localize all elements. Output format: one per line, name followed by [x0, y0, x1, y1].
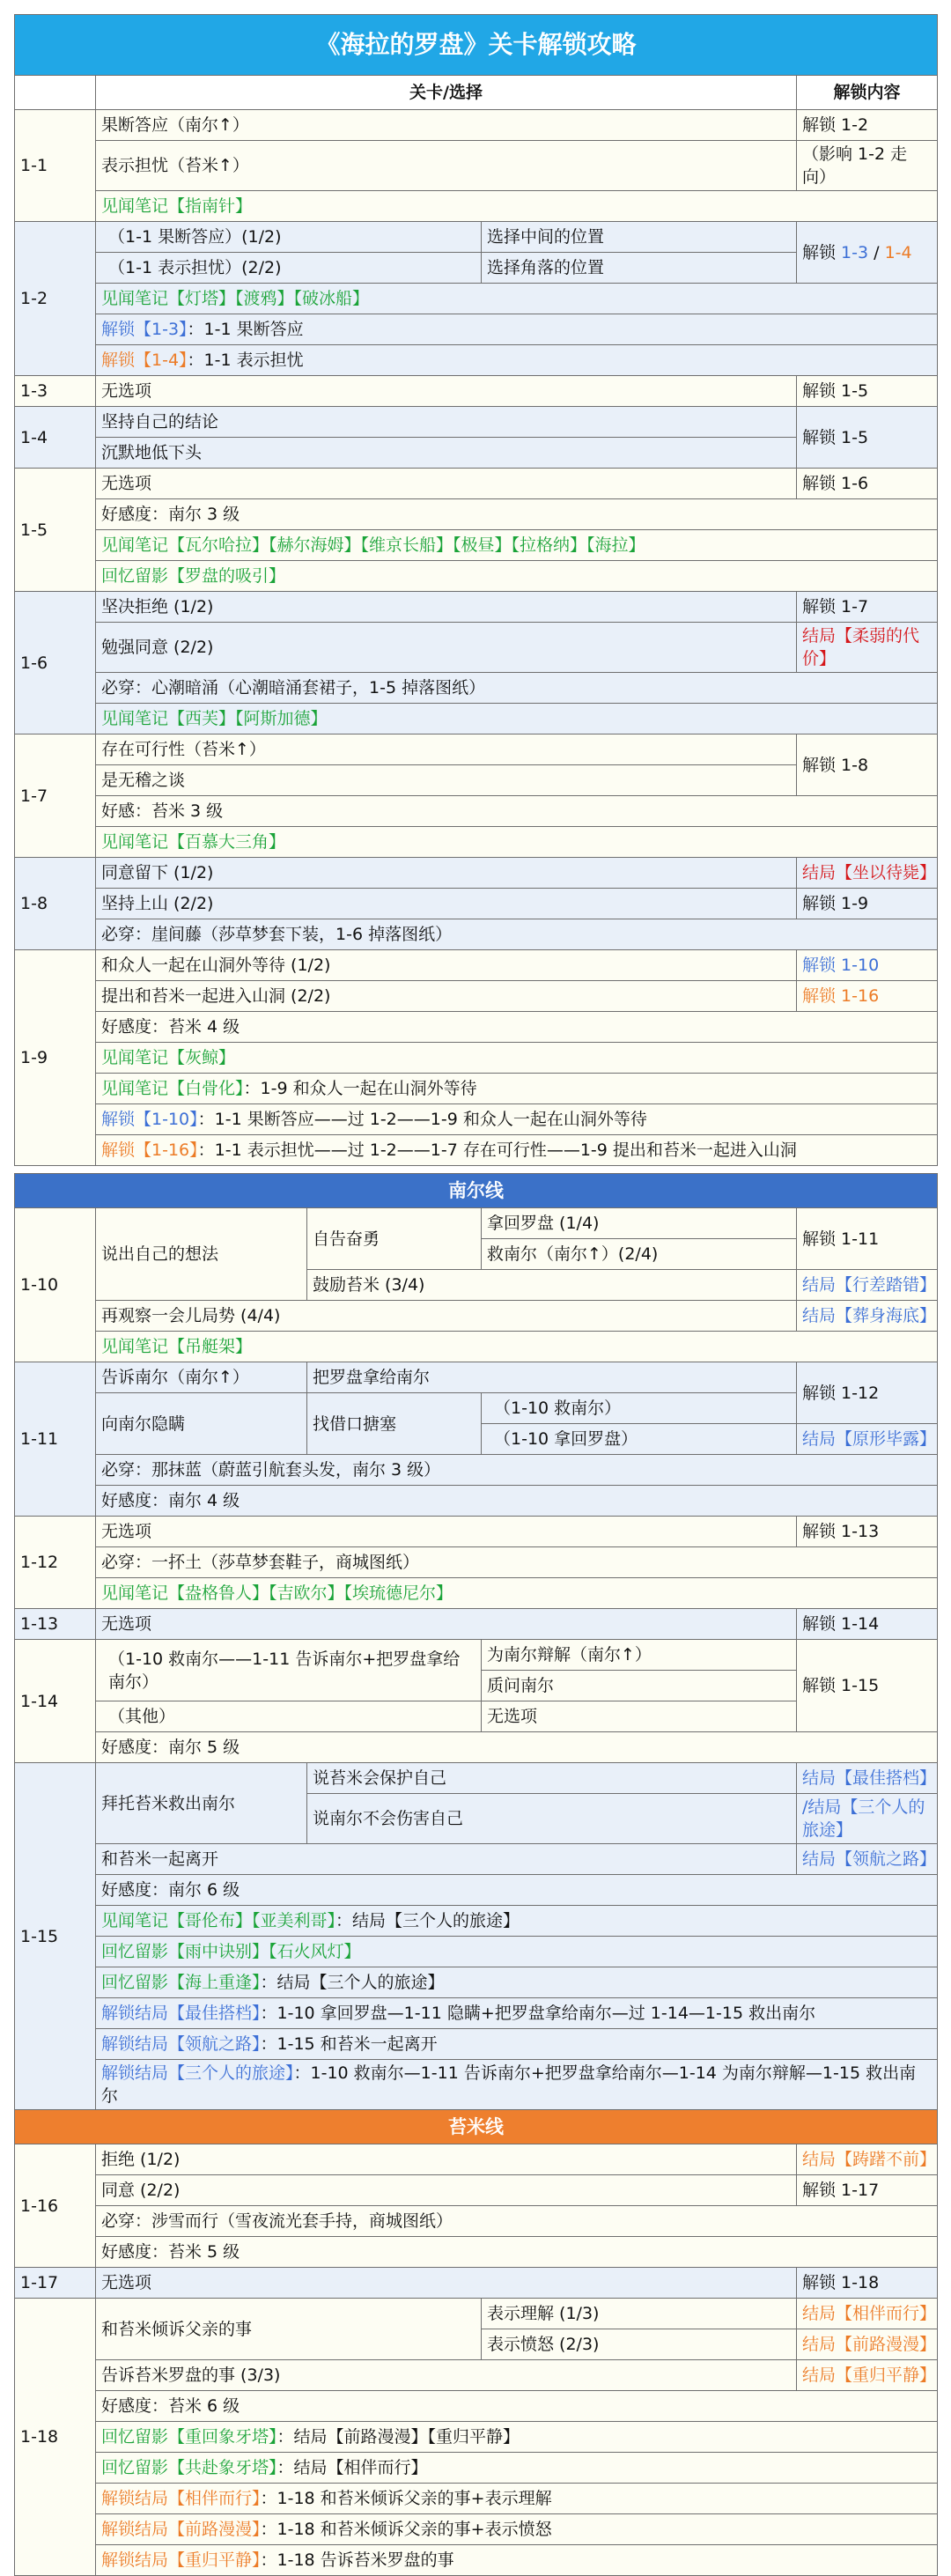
- precondition: （1-10 救南尔）: [482, 1393, 797, 1424]
- unlock: 解锁 1-11: [797, 1208, 938, 1270]
- note: 见闻笔记【灰鲸】: [96, 1043, 938, 1074]
- level-label: 1-9: [15, 950, 96, 1166]
- level-label: 1-5: [15, 469, 96, 592]
- level-1-7: [15, 734, 938, 858]
- choice: 选择角落的位置: [482, 253, 797, 284]
- note: 解锁结局【重归平静】：1-18 告诉苔米罗盘的事: [96, 2545, 938, 2576]
- choice: 和苔米倾诉父亲的事: [96, 2299, 482, 2360]
- note: 解锁【1-3】：1-1 果断答应: [96, 314, 938, 345]
- note: 回忆留影【重回象牙塔】：结局【前路漫漫】【重归平静】: [96, 2422, 938, 2453]
- note: 见闻笔记【哥伦布】【亚美利哥】：结局【三个人的旅途】: [96, 1906, 938, 1937]
- unlock-note: （影响 1-2 走向）: [797, 141, 938, 191]
- choice: 鼓励苔米 (3/4): [307, 1270, 797, 1301]
- choice: 选择中间的位置: [482, 222, 797, 253]
- choice: 说南尔不会伤害自己: [307, 1794, 797, 1844]
- unlock: 解锁 1-13: [797, 1517, 938, 1547]
- ending: /结局【三个人的旅途】: [797, 1794, 938, 1844]
- note: 必穿：那抹蓝（蔚蓝引航套头发，南尔 3 级）: [96, 1455, 938, 1486]
- level-1-16: [15, 2144, 938, 2268]
- choice: 把罗盘拿给南尔: [307, 1362, 797, 1393]
- level-1-18: [15, 2299, 938, 2576]
- note: 见闻笔记【西芙】【阿斯加德】: [96, 704, 938, 734]
- unlock: 解锁 1-12: [797, 1362, 938, 1424]
- level-1-11: [15, 1362, 938, 1517]
- choice: 说苔米会保护自己: [307, 1763, 797, 1794]
- note: 必穿：心潮暗涌（心潮暗涌套裙子，1-5 掉落图纸）: [96, 673, 938, 704]
- ending: 结局【踌躇不前】: [797, 2144, 938, 2175]
- note: 见闻笔记【百慕大三角】: [96, 827, 938, 858]
- choice: 和苔米一起离开: [96, 1844, 797, 1875]
- choice: 坚持上山 (2/2): [96, 889, 797, 919]
- precondition: （1-10 救南尔——1-11 告诉南尔+把罗盘拿给南尔）: [96, 1640, 482, 1701]
- level-1-15: [15, 1763, 938, 2110]
- choice: 质问南尔: [482, 1671, 797, 1701]
- unlock: 解锁 1-5: [797, 407, 938, 469]
- choice: 无选项: [96, 469, 797, 499]
- note: 解锁结局【领航之路】：1-15 和苔米一起离开: [96, 2029, 938, 2060]
- level-1-3: [15, 376, 938, 407]
- ending: 结局【坐以待毙】: [797, 858, 938, 889]
- ending: 结局【柔弱的代价】: [797, 623, 938, 673]
- ending: 结局【行差踏错】: [797, 1270, 938, 1301]
- note: 好感度：南尔 5 级: [96, 1732, 938, 1763]
- unlock: 解锁 1-5: [797, 376, 938, 407]
- note: 好感：苔米 3 级: [96, 796, 938, 827]
- choice: 找借口搪塞: [307, 1393, 482, 1455]
- precondition: （1-1 表示担忧）(2/2): [96, 253, 482, 284]
- unlock: 解锁 1-6: [797, 469, 938, 499]
- choice: 勉强同意 (2/2): [96, 623, 797, 673]
- level-label: 1-10: [15, 1208, 96, 1362]
- choice: 向南尔隐瞒: [96, 1393, 307, 1455]
- choice: 表示担忧（苔米↑）: [96, 141, 797, 191]
- note: 见闻笔记【指南针】: [96, 191, 938, 222]
- choice: 存在可行性（苔米↑）: [96, 734, 797, 765]
- note: 解锁结局【三个人的旅途】：1-10 救南尔—1-11 告诉南尔+把罗盘拿给南尔—1-14 为南尔辩解—1-15 救出南尔: [96, 2060, 938, 2110]
- note: 见闻笔记【盎格鲁人】【吉欧尔】【埃琉德尼尔】: [96, 1578, 938, 1609]
- note: 回忆留影【共赴象牙塔】：结局【相伴而行】: [96, 2453, 938, 2484]
- unlock: 解锁 1-8: [797, 734, 938, 796]
- choice: 表示愤怒 (2/3): [482, 2329, 797, 2360]
- level-label: 1-7: [15, 734, 96, 858]
- choice: 拜托苔米救出南尔: [96, 1763, 307, 1844]
- note: 必穿：一抔土（莎草梦套鞋子，商城图纸）: [96, 1547, 938, 1578]
- unlock: 解锁 1-14: [797, 1609, 938, 1640]
- choice: 无选项: [482, 1701, 797, 1732]
- choice: 无选项: [96, 1517, 797, 1547]
- level-label: 1-8: [15, 858, 96, 950]
- note: 解锁结局【相伴而行】：1-18 和苔米倾诉父亲的事+表示理解: [96, 2484, 938, 2514]
- unlock: 解锁 1-15: [797, 1640, 938, 1732]
- level-label: 1-11: [15, 1362, 96, 1517]
- section-nan: 南尔线: [15, 1174, 938, 1208]
- level-1-2: [15, 222, 938, 376]
- header-spacer: [15, 76, 96, 110]
- section-tai: 苔米线: [15, 2110, 938, 2144]
- choice: 再观察一会儿局势 (4/4): [96, 1301, 797, 1332]
- note: 见闻笔记【瓦尔哈拉】【赫尔海姆】【维京长船】【极昼】【拉格纳】【海拉】: [96, 530, 938, 561]
- level-label: 1-18: [15, 2299, 96, 2576]
- choice: 同意 (2/2): [96, 2175, 797, 2206]
- unlock: 解锁 1-7: [797, 592, 938, 623]
- ending: 结局【前路漫漫】: [797, 2329, 938, 2360]
- note: 解锁【1-4】：1-1 表示担忧: [96, 345, 938, 376]
- choice: 无选项: [96, 1609, 797, 1640]
- choice: 告诉苔米罗盘的事 (3/3): [96, 2360, 797, 2391]
- choice: 自告奋勇: [307, 1208, 482, 1270]
- level-1-9: [15, 950, 938, 1166]
- choice: 无选项: [96, 2268, 797, 2299]
- level-label: 1-12: [15, 1517, 96, 1609]
- page-title: 《海拉的罗盘》关卡解锁攻略: [15, 15, 938, 76]
- note: 必穿：涉雪而行（雪夜流光套手持，商城图纸）: [96, 2206, 938, 2237]
- unlock: 解锁 1-17: [797, 2175, 938, 2206]
- level-1-13: [15, 1609, 938, 1640]
- choice: 坚持自己的结论: [96, 407, 797, 438]
- guide-document: [14, 14, 937, 2576]
- level-guide-table: [14, 14, 938, 2576]
- note: 好感度：苔米 6 级: [96, 2391, 938, 2422]
- precondition: （其他）: [96, 1701, 482, 1732]
- choice: 表示理解 (1/3): [482, 2299, 797, 2329]
- note: 回忆留影【海上重逢】：结局【三个人的旅途】: [96, 1967, 938, 1998]
- choice: 救南尔（南尔↑）(2/4): [482, 1239, 797, 1270]
- note: 见闻笔记【白骨化】：1-9 和众人一起在山洞外等待: [96, 1074, 938, 1104]
- note: 好感度：南尔 4 级: [96, 1486, 938, 1517]
- ending: 结局【最佳搭档】: [797, 1763, 938, 1794]
- precondition: （1-10 拿回罗盘）: [482, 1424, 797, 1455]
- ending: 结局【相伴而行】: [797, 2299, 938, 2329]
- ending: 结局【原形毕露】: [797, 1424, 938, 1455]
- level-label: 1-6: [15, 592, 96, 734]
- level-1-8: [15, 858, 938, 950]
- choice: 拿回罗盘 (1/4): [482, 1208, 797, 1239]
- level-1-4: [15, 407, 938, 469]
- choice: 坚决拒绝 (1/2): [96, 592, 797, 623]
- choice: 告诉南尔（南尔↑）: [96, 1362, 307, 1393]
- level-label: 1-13: [15, 1609, 96, 1640]
- unlock: 解锁 1-2: [797, 110, 938, 141]
- choice: 沉默地低下头: [96, 438, 797, 469]
- level-label: 1-17: [15, 2268, 96, 2299]
- ending: 结局【葬身海底】: [797, 1301, 938, 1332]
- level-label: 1-15: [15, 1763, 96, 2110]
- level-label: 1-2: [15, 222, 96, 376]
- unlock: 解锁 1-9: [797, 889, 938, 919]
- header-choice: 关卡/选择: [96, 76, 797, 110]
- choice: 同意留下 (1/2): [96, 858, 797, 889]
- note: 解锁【1-10】：1-1 果断答应——过 1-2——1-9 和众人一起在山洞外等待: [96, 1104, 938, 1135]
- note: 好感度：南尔 6 级: [96, 1875, 938, 1906]
- note: 好感度：苔米 5 级: [96, 2237, 938, 2268]
- header-unlock: 解锁内容: [797, 76, 938, 110]
- choice: 和众人一起在山洞外等待 (1/2): [96, 950, 797, 981]
- note: 必穿：崖间藤（莎草梦套下装，1-6 掉落图纸）: [96, 919, 938, 950]
- note: 回忆留影【罗盘的吸引】: [96, 561, 938, 592]
- precondition: （1-1 果断答应）(1/2): [96, 222, 482, 253]
- note: 解锁结局【最佳搭档】：1-10 拿回罗盘—1-11 隐瞒+把罗盘拿给南尔—过 1-14—1-15 救出南尔: [96, 1998, 938, 2029]
- note: 见闻笔记【吊艇架】: [96, 1332, 938, 1362]
- level-label: 1-3: [15, 376, 96, 407]
- unlock: 解锁 1-10: [797, 950, 938, 981]
- level-1-10: [15, 1208, 938, 1362]
- note: 好感度：苔米 4 级: [96, 1012, 938, 1043]
- level-label: 1-16: [15, 2144, 96, 2268]
- note: 解锁结局【前路漫漫】：1-18 和苔米倾诉父亲的事+表示愤怒: [96, 2514, 938, 2545]
- choice: 为南尔辩解（南尔↑）: [482, 1640, 797, 1671]
- unlock: 解锁 1-16: [797, 981, 938, 1012]
- choice: 拒绝 (1/2): [96, 2144, 797, 2175]
- unlock: 解锁 1-3 / 1-4: [797, 222, 938, 284]
- level-1-5: [15, 469, 938, 592]
- choice: 果断答应（南尔↑）: [96, 110, 797, 141]
- choice: 是无稽之谈: [96, 765, 797, 796]
- level-label: 1-1: [15, 110, 96, 222]
- note: 见闻笔记【灯塔】【渡鸦】【破冰船】: [96, 284, 938, 314]
- level-1-17: [15, 2268, 938, 2299]
- note: 回忆留影【雨中诀别】【石火风灯】: [96, 1937, 938, 1967]
- ending: 结局【领航之路】: [797, 1844, 938, 1875]
- level-label: 1-4: [15, 407, 96, 469]
- note: 好感度：南尔 3 级: [96, 499, 938, 530]
- choice: 提出和苔米一起进入山洞 (2/2): [96, 981, 797, 1012]
- choice: 无选项: [96, 376, 797, 407]
- ending: 结局【重归平静】: [797, 2360, 938, 2391]
- level-1-6: [15, 592, 938, 734]
- note: 解锁【1-16】：1-1 表示担忧——过 1-2——1-7 存在可行性——1-9 提出和苔米一起进入山洞: [96, 1135, 938, 1166]
- choice: 说出自己的想法: [96, 1208, 307, 1301]
- level-label: 1-14: [15, 1640, 96, 1763]
- level-1-12: [15, 1517, 938, 1609]
- level-1-14: [15, 1640, 938, 1763]
- unlock: 解锁 1-18: [797, 2268, 938, 2299]
- level-1-1: [15, 110, 938, 222]
